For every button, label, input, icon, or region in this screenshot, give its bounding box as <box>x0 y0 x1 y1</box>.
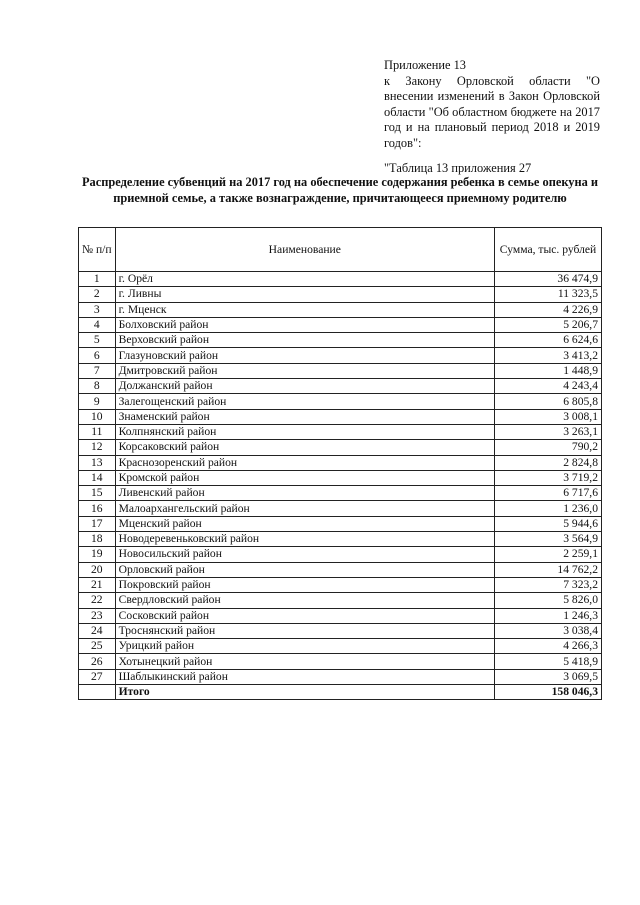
row-num: 26 <box>79 654 116 669</box>
table-row <box>79 379 602 394</box>
row-sum: 3 719,2 <box>495 470 602 485</box>
row-sum: 3 008,1 <box>495 409 602 424</box>
annex-header <box>384 58 600 176</box>
row-sum: 4 266,3 <box>495 639 602 654</box>
row-name: Орловский район <box>115 562 494 577</box>
header-sum: Сумма, тыс. рублей <box>495 228 602 272</box>
row-name: Кромской район <box>115 470 494 485</box>
row-name: Сосковский район <box>115 608 494 623</box>
row-sum: 1 246,3 <box>495 608 602 623</box>
row-sum: 3 564,9 <box>495 532 602 547</box>
row-sum: 5 944,6 <box>495 516 602 531</box>
row-sum: 6 624,6 <box>495 333 602 348</box>
row-num: 17 <box>79 516 116 531</box>
document-title: Распределение субвенций на 2017 год на обеспечение содержания ребенка в семье опекуна и приемной семье, а также вознаграждение, причитающееся приемному родителю <box>81 175 599 205</box>
table-row <box>79 669 602 684</box>
table-row <box>79 424 602 439</box>
row-name: Знаменский район <box>115 409 494 424</box>
row-num: 11 <box>79 424 116 439</box>
row-name: Глазуновский район <box>115 348 494 363</box>
row-sum: 3 038,4 <box>495 623 602 638</box>
row-sum: 790,2 <box>495 440 602 455</box>
table-header-row <box>79 228 602 272</box>
table-row <box>79 577 602 592</box>
table-row <box>79 302 602 317</box>
row-num: 7 <box>79 363 116 378</box>
row-sum: 1 448,9 <box>495 363 602 378</box>
total-label: Итого <box>115 685 494 700</box>
row-num: 27 <box>79 669 116 684</box>
row-sum: 1 236,0 <box>495 501 602 516</box>
row-name: г. Орёл <box>115 272 494 287</box>
row-sum: 36 474,9 <box>495 272 602 287</box>
row-num: 15 <box>79 486 116 501</box>
row-num: 6 <box>79 348 116 363</box>
row-name: Новодеревеньковский район <box>115 532 494 547</box>
row-name: Покровский район <box>115 577 494 592</box>
table-row <box>79 394 602 409</box>
table-row <box>79 501 602 516</box>
row-sum: 3 413,2 <box>495 348 602 363</box>
header-num-text: № п/п <box>82 243 112 256</box>
row-num: 25 <box>79 639 116 654</box>
table-row <box>79 593 602 608</box>
row-name: Дмитровский район <box>115 363 494 378</box>
table-row <box>79 272 602 287</box>
row-num: 1 <box>79 272 116 287</box>
subsidy-table <box>78 227 602 700</box>
row-num: 21 <box>79 577 116 592</box>
row-num: 13 <box>79 455 116 470</box>
row-num: 2 <box>79 287 116 302</box>
table-row <box>79 317 602 332</box>
row-name: Болховский район <box>115 317 494 332</box>
row-num: 3 <box>79 302 116 317</box>
table-total-row <box>79 685 602 700</box>
row-name: Свердловский район <box>115 593 494 608</box>
row-name: Троснянский район <box>115 623 494 638</box>
total-sum: 158 046,3 <box>495 685 602 700</box>
row-num: 5 <box>79 333 116 348</box>
row-name: Урицкий район <box>115 639 494 654</box>
row-sum: 3 263,1 <box>495 424 602 439</box>
table-row <box>79 639 602 654</box>
row-num: 16 <box>79 501 116 516</box>
row-num: 9 <box>79 394 116 409</box>
table-row <box>79 532 602 547</box>
row-name: Корсаковский район <box>115 440 494 455</box>
row-sum: 2 259,1 <box>495 547 602 562</box>
header-name: Наименование <box>115 228 494 272</box>
row-sum: 5 826,0 <box>495 593 602 608</box>
row-num: 14 <box>79 470 116 485</box>
row-num: 10 <box>79 409 116 424</box>
row-sum: 6 805,8 <box>495 394 602 409</box>
row-name: г. Мценск <box>115 302 494 317</box>
table-row <box>79 623 602 638</box>
row-num: 24 <box>79 623 116 638</box>
row-name: Колпнянский район <box>115 424 494 439</box>
row-sum: 4 243,4 <box>495 379 602 394</box>
table-row <box>79 287 602 302</box>
row-sum: 5 206,7 <box>495 317 602 332</box>
annex-number: Приложение 13 <box>384 58 466 72</box>
total-num <box>79 685 116 700</box>
row-sum: 14 762,2 <box>495 562 602 577</box>
table-row <box>79 562 602 577</box>
table-row <box>79 547 602 562</box>
table-row <box>79 348 602 363</box>
row-sum: 2 824,8 <box>495 455 602 470</box>
table-row <box>79 363 602 378</box>
table-row <box>79 333 602 348</box>
row-name: Малоархангельский район <box>115 501 494 516</box>
row-num: 4 <box>79 317 116 332</box>
row-name: г. Ливны <box>115 287 494 302</box>
table-row <box>79 440 602 455</box>
table-row <box>79 516 602 531</box>
table-row <box>79 654 602 669</box>
table-row <box>79 455 602 470</box>
row-sum: 3 069,5 <box>495 669 602 684</box>
row-name: Верховский район <box>115 333 494 348</box>
table-row <box>79 470 602 485</box>
annex-table-reference: "Таблица 13 приложения 27 <box>384 160 532 175</box>
row-num: 8 <box>79 379 116 394</box>
table-row <box>79 608 602 623</box>
row-num: 23 <box>79 608 116 623</box>
row-name: Хотынецкий район <box>115 654 494 669</box>
row-name: Ливенский район <box>115 486 494 501</box>
row-sum: 11 323,5 <box>495 287 602 302</box>
row-num: 18 <box>79 532 116 547</box>
row-name: Краснозоренский район <box>115 455 494 470</box>
row-name: Шаблыкинский район <box>115 669 494 684</box>
row-sum: 6 717,6 <box>495 486 602 501</box>
table-row <box>79 486 602 501</box>
row-num: 20 <box>79 562 116 577</box>
row-name: Залегощенский район <box>115 394 494 409</box>
table-row <box>79 409 602 424</box>
row-sum: 4 226,9 <box>495 302 602 317</box>
row-num: 12 <box>79 440 116 455</box>
row-name: Должанский район <box>115 379 494 394</box>
header-num <box>79 228 116 272</box>
row-sum: 5 418,9 <box>495 654 602 669</box>
row-num: 22 <box>79 593 116 608</box>
row-name: Новосильский район <box>115 547 494 562</box>
row-num: 19 <box>79 547 116 562</box>
row-sum: 7 323,2 <box>495 577 602 592</box>
annex-law-reference: к Закону Орловской области "О внесении изменений в Закон Орловской области "Об областном бюджете на 2017 год и на плановый период 2018 и 2019 годов": <box>384 73 600 150</box>
row-name: Мценский район <box>115 516 494 531</box>
